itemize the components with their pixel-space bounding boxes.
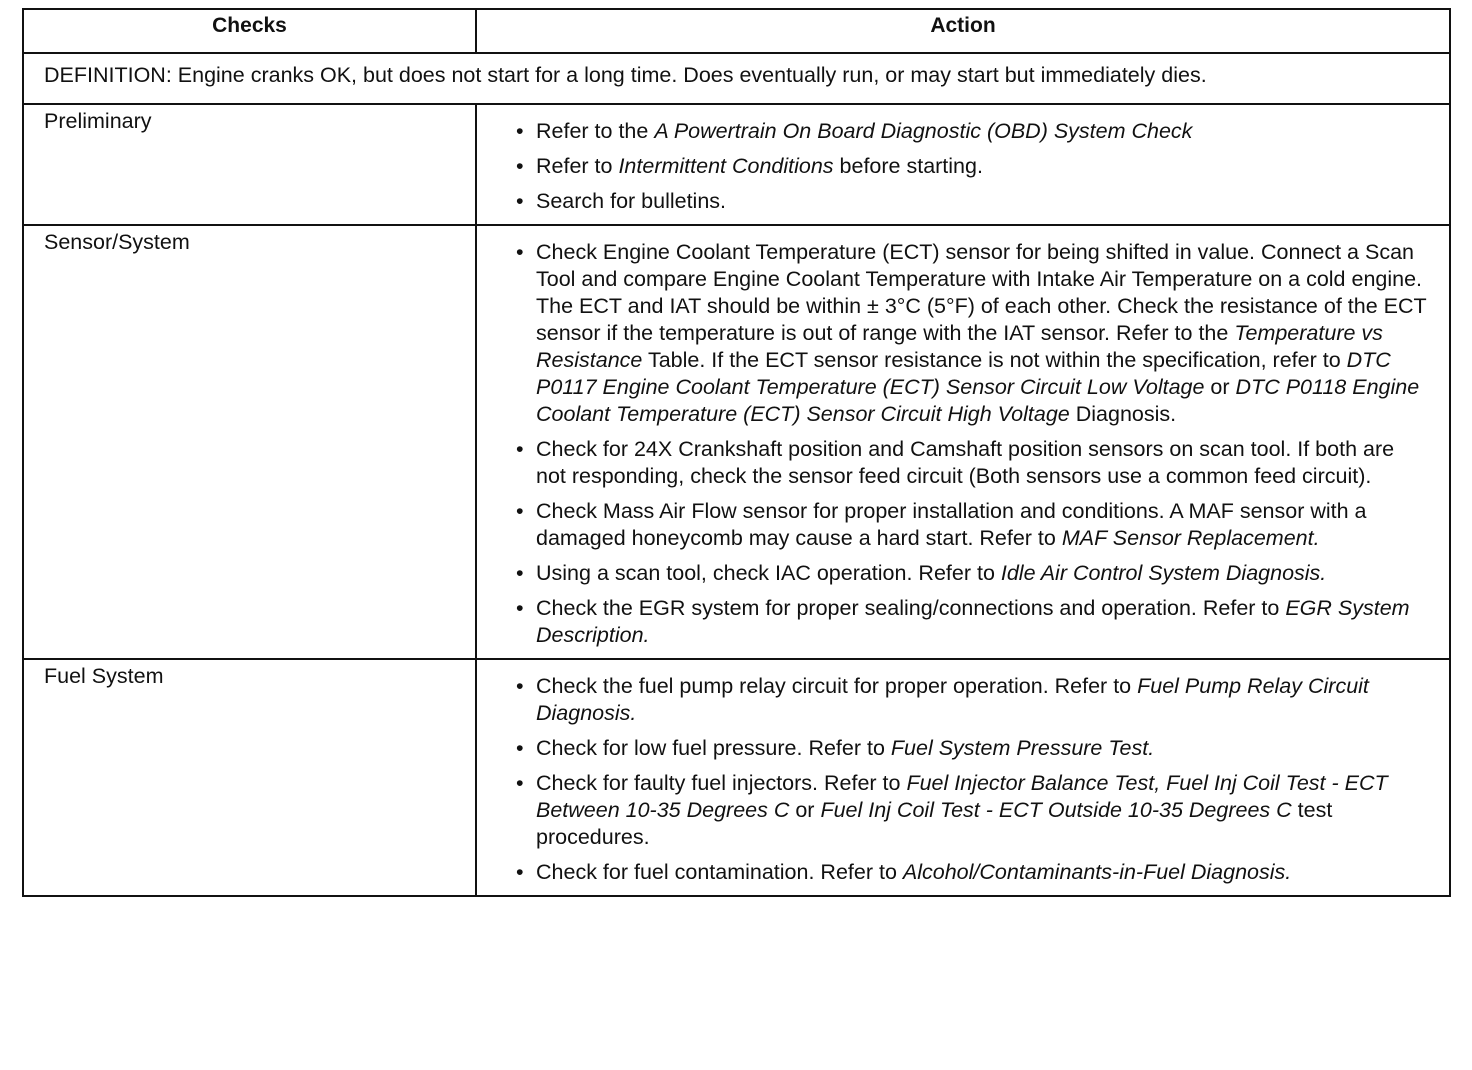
- action-item: [536, 770, 1428, 851]
- reference-text: DTC P0118 Engine Coolant Temperature (ECT) Sensor Circuit High Voltage: [536, 375, 1420, 426]
- action-text: Search for bulletins.: [536, 189, 727, 213]
- reference-text: EGR System Description.: [536, 596, 1410, 647]
- action-text: Check Engine Coolant Temperature (ECT) sensor for being shifted in value. Connect a Scan Tool and compare Engine Coolant Temperature with Intake Air Temperature on a cold engine. The ECT and IAT should be within ± 3°C (5°F) of each other. Check the resistance of the ECT sensor if the temperature is out of range with the IAT sensor. Refer to the: [536, 240, 1427, 345]
- table-row: [23, 104, 1450, 225]
- definition-row: [23, 53, 1450, 104]
- action-cell: [476, 225, 1450, 659]
- action-text: Check Mass Air Flow sensor for proper installation and conditions. A MAF sensor with a damaged honeycomb may cause a hard start. Refer to: [536, 499, 1367, 550]
- action-cell: [476, 659, 1450, 896]
- action-text: Check for fuel contamination. Refer to: [536, 860, 903, 884]
- action-text: Check for faulty fuel injectors. Refer to: [536, 771, 907, 795]
- action-text: Check the EGR system for proper sealing/connections and operation. Refer to: [536, 596, 1286, 620]
- action-text: Refer to: [536, 154, 619, 178]
- action-item: [536, 239, 1428, 428]
- action-list: [478, 239, 1448, 649]
- action-item: [536, 595, 1428, 649]
- action-text: or: [789, 798, 821, 822]
- reference-text: MAF Sensor Replacement.: [1061, 526, 1320, 550]
- action-text: Diagnosis.: [1069, 402, 1177, 426]
- action-cell: [476, 104, 1450, 225]
- reference-text: Fuel Inj Coil Test - ECT Outside 10-35 Degrees C: [820, 798, 1292, 822]
- action-item: [536, 153, 1428, 180]
- reference-text: A Powertrain On Board Diagnostic (OBD) System Check: [654, 119, 1193, 143]
- action-text: before starting.: [833, 154, 983, 178]
- action-text: Check the fuel pump relay circuit for proper operation. Refer to: [536, 674, 1138, 698]
- check-cell: Sensor/System: [23, 225, 476, 659]
- reference-text: Fuel Pump Relay Circuit Diagnosis.: [536, 674, 1369, 725]
- reference-text: DTC P0117 Engine Coolant Temperature (ECT) Sensor Circuit Low Voltage: [536, 348, 1391, 399]
- header-checks: Checks: [23, 9, 476, 53]
- action-item: [536, 560, 1428, 587]
- reference-text: Fuel Injector Balance Test, Fuel Inj Coil Test - ECT Between 10-35 Degrees C: [536, 771, 1388, 822]
- action-text: Check for 24X Crankshaft position and Camshaft position sensors on scan tool. If both are not responding, check the sensor feed circuit (Both sensors use a common feed circuit).: [536, 437, 1395, 488]
- action-item: [536, 673, 1428, 727]
- check-cell: Preliminary: [23, 104, 476, 225]
- table-row: [23, 659, 1450, 896]
- action-text: test procedures.: [536, 798, 1333, 849]
- reference-text: Idle Air Control System Diagnosis.: [1000, 561, 1327, 585]
- action-item: [536, 188, 1428, 215]
- action-text: Check for low fuel pressure. Refer to: [536, 736, 891, 760]
- action-item: [536, 735, 1428, 762]
- action-text: Refer to the: [536, 119, 655, 143]
- action-text: Table. If the ECT sensor resistance is not within the specification, refer to: [642, 348, 1347, 372]
- reference-text: Fuel System Pressure Test.: [890, 736, 1155, 760]
- reference-text: Alcohol/Contaminants-in-Fuel Diagnosis.: [902, 860, 1292, 884]
- header-row: [23, 9, 1450, 53]
- table-row: [23, 225, 1450, 659]
- header-action: Action: [476, 9, 1450, 53]
- action-list: [478, 118, 1448, 215]
- diagnostic-table: [22, 8, 1451, 897]
- action-item: [536, 498, 1428, 552]
- action-text: Using a scan tool, check IAC operation. Refer to: [536, 561, 1001, 585]
- definition-text: DEFINITION: Engine cranks OK, but does not start for a long time. Does eventually run, or may start but immediately dies.: [23, 53, 1450, 104]
- reference-text: Intermittent Conditions: [618, 154, 834, 178]
- action-item: [536, 436, 1428, 490]
- check-cell: Fuel System: [23, 659, 476, 896]
- action-item: [536, 118, 1428, 145]
- action-item: [536, 859, 1428, 886]
- reference-text: Temperature vs Resistance: [536, 321, 1383, 372]
- action-list: [478, 673, 1448, 886]
- action-text: or: [1204, 375, 1236, 399]
